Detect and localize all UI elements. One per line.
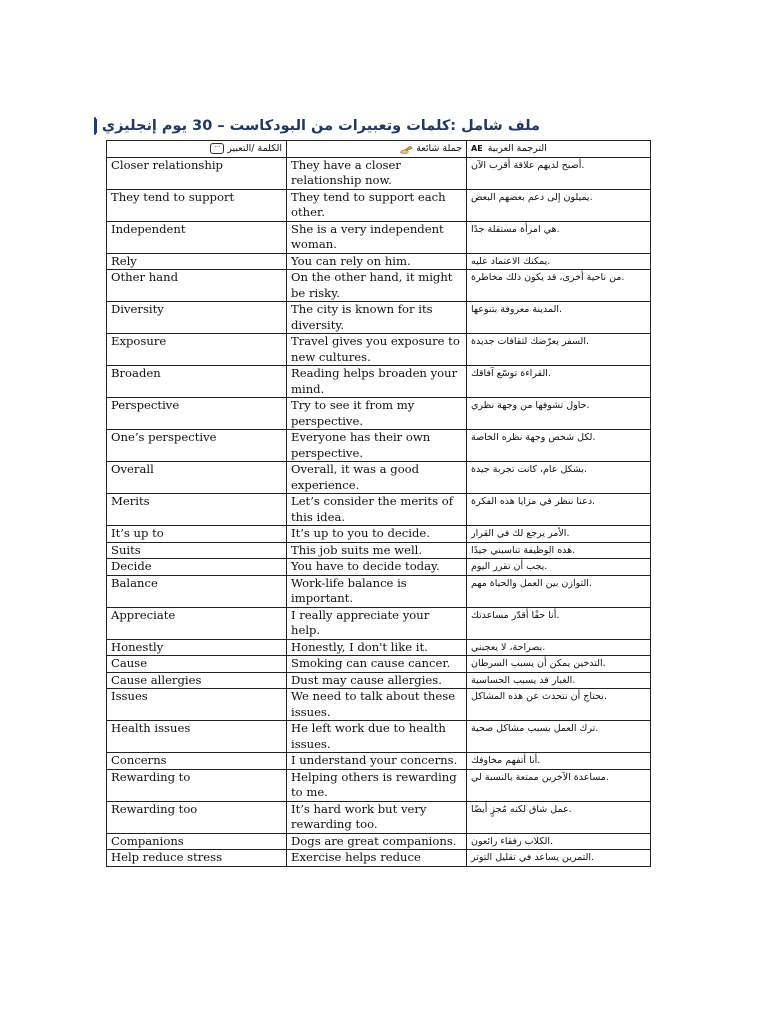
cell-word — [107, 302, 287, 334]
cell-arabic-text: .لكل شخص وجهة نظره الخاصة — [471, 432, 596, 443]
cell-word-text: Honestly — [111, 639, 164, 654]
cell-sentence — [287, 189, 467, 221]
table-row — [107, 753, 651, 770]
cell-word-text: They tend to support — [111, 189, 235, 204]
table-row — [107, 656, 651, 673]
page-title-text: ملف شامل :كلمات وتعبيرات من البودكاست – 30 يوم إنجليزي — [101, 118, 540, 134]
page-title — [101, 117, 540, 135]
table-header-row — [107, 141, 651, 158]
cell-sentence-text: Work-life balance is important. — [291, 575, 407, 605]
cell-word-text: Companions — [111, 833, 184, 848]
cell-word — [107, 526, 287, 543]
table-row — [107, 221, 651, 253]
cell-sentence-text: Dust may cause allergies. — [291, 672, 442, 687]
cell-word-text: Broaden — [111, 366, 161, 380]
table-row — [107, 366, 651, 398]
cell-word-text: Concerns — [111, 753, 167, 767]
cell-arabic-text: .ترك العمل بسبب مشاكل صحية — [471, 723, 599, 734]
cell-arabic-text: .نحتاج أن نتحدث عن هذه المشاكل — [471, 691, 607, 702]
cell-arabic-text: .القراءة توسّع آفاقك — [471, 368, 551, 379]
cell-word-text: Rely — [111, 253, 137, 268]
cell-arabic — [467, 833, 651, 850]
cell-word — [107, 689, 287, 721]
cell-sentence-text: It’s hard work but very rewarding too. — [291, 801, 427, 831]
cell-sentence-text: Dogs are great companions. — [291, 833, 457, 848]
cell-sentence — [287, 656, 467, 673]
cell-arabic — [467, 430, 651, 462]
cell-word-text: Independent — [111, 221, 186, 236]
cell-sentence-text: Let’s consider the merits of this idea. — [291, 494, 453, 524]
header-sentence-label: جملة شائعة — [416, 143, 462, 154]
cell-word-text: It’s up to — [111, 526, 164, 540]
cell-arabic — [467, 689, 651, 721]
cell-sentence-text: We need to talk about these issues. — [291, 689, 456, 719]
table-row — [107, 270, 651, 302]
cell-word-text: Merits — [111, 494, 150, 508]
table-row — [107, 189, 651, 221]
cell-arabic-text: .الكلاب رفقاء رائعون — [471, 835, 554, 847]
cell-word-text: Exposure — [111, 334, 167, 348]
cell-arabic — [467, 526, 651, 543]
cell-word-text: Closer relationship — [111, 157, 223, 172]
cell-word-text: One’s perspective — [111, 430, 217, 444]
cell-sentence-text: This job suits me well. — [291, 542, 423, 557]
cell-sentence — [287, 526, 467, 543]
cell-word — [107, 769, 287, 801]
cell-word — [107, 833, 287, 850]
cell-word — [107, 270, 287, 302]
table-row — [107, 253, 651, 270]
cell-arabic-text: .من ناحية أخرى، قد يكون ذلك مخاطرة — [471, 272, 625, 283]
cell-arabic — [467, 656, 651, 673]
cell-arabic-text: .يميلون إلى دعم بعضهم البعض — [471, 191, 593, 203]
cell-sentence — [287, 542, 467, 559]
table-row — [107, 559, 651, 576]
header-arabic — [467, 141, 651, 158]
table-row — [107, 462, 651, 494]
cell-arabic-text: .بشكل عام، كانت تجربة جيدة — [471, 464, 588, 475]
cell-word-text: Cause allergies — [111, 672, 202, 687]
cell-arabic-text: .الأمر يرجع لك في القرار — [471, 528, 570, 539]
cell-arabic-text: .أنا أتفهم مخاوفك — [471, 755, 541, 766]
cell-arabic — [467, 607, 651, 639]
cell-sentence-text: Overall, it was a good experience. — [291, 462, 420, 492]
cell-sentence-text: Try to see it from my perspective. — [291, 398, 415, 428]
table-row — [107, 302, 651, 334]
cell-arabic-text: .يجب أن تقرر اليوم — [471, 561, 548, 572]
cell-sentence — [287, 721, 467, 753]
cell-sentence — [287, 607, 467, 639]
cell-arabic — [467, 334, 651, 366]
cell-word — [107, 366, 287, 398]
table-row — [107, 334, 651, 366]
cell-arabic-text: .أصبح لديهم علاقة أقرب الآن — [471, 159, 585, 171]
cell-sentence-text: The city is known for its diversity. — [291, 302, 433, 332]
cell-word — [107, 221, 287, 253]
cell-word — [107, 559, 287, 576]
cell-sentence-text: You can rely on him. — [291, 253, 411, 268]
table-row — [107, 769, 651, 801]
cell-word — [107, 575, 287, 607]
cell-arabic-text: .دعنا ننظر في مزايا هذه الفكرة — [471, 496, 596, 507]
table-row — [107, 689, 651, 721]
cell-sentence — [287, 334, 467, 366]
cell-arabic-text: .حاول تشوفها من وجهة نظري — [471, 400, 590, 411]
cell-word-text: Cause — [111, 656, 148, 670]
table-row — [107, 157, 651, 189]
header-arabic-label: الترجمة العربية — [487, 143, 547, 154]
cell-arabic-text: .الغبار قد يسبب الحساسية — [471, 674, 576, 686]
cell-word — [107, 542, 287, 559]
cell-arabic-text: .هي امرأة مستقلة جدًا — [471, 223, 560, 235]
cell-word — [107, 494, 287, 526]
cell-sentence — [287, 398, 467, 430]
cell-arabic-text: .هذه الوظيفة تناسبني جيدًا — [471, 544, 576, 556]
table-row — [107, 850, 651, 867]
ae-badge: AE — [471, 144, 483, 153]
cell-arabic — [467, 753, 651, 770]
notebook-icon — [94, 117, 96, 135]
cell-sentence — [287, 833, 467, 850]
cell-sentence — [287, 270, 467, 302]
table-row — [107, 430, 651, 462]
header-word-label: الكلمة /التعبير — [227, 143, 282, 154]
cell-arabic-text: .عمل شاق لكنه مُجزٍ أيضًا — [471, 803, 572, 815]
cell-word — [107, 398, 287, 430]
header-word — [107, 141, 287, 158]
cell-arabic — [467, 639, 651, 656]
cell-arabic — [467, 769, 651, 801]
cell-word-text: Other hand — [111, 270, 178, 284]
cell-arabic — [467, 398, 651, 430]
cell-word — [107, 801, 287, 833]
table-row — [107, 398, 651, 430]
cell-word — [107, 656, 287, 673]
cell-sentence — [287, 494, 467, 526]
cell-arabic-text: .السفر يعرّضك لثقافات جديدة — [471, 336, 589, 347]
table-row — [107, 833, 651, 850]
cell-sentence — [287, 253, 467, 270]
cell-sentence — [287, 559, 467, 576]
cell-sentence — [287, 850, 467, 867]
table-row — [107, 575, 651, 607]
cell-word — [107, 753, 287, 770]
cell-arabic — [467, 221, 651, 253]
cell-word-text: Rewarding too — [111, 801, 198, 816]
cell-arabic — [467, 270, 651, 302]
cell-arabic — [467, 542, 651, 559]
table-row — [107, 526, 651, 543]
cell-sentence-text: Travel gives you exposure to new cultures. — [291, 334, 460, 364]
cell-word — [107, 462, 287, 494]
cell-arabic-text: .مساعدة الآخرين ممتعة بالنسبة لي — [471, 771, 609, 783]
cell-word — [107, 157, 287, 189]
table-row — [107, 672, 651, 689]
cell-word — [107, 189, 287, 221]
cell-sentence-text: Exercise helps reduce — [291, 850, 421, 864]
cell-word — [107, 672, 287, 689]
cell-word-text: Diversity — [111, 302, 164, 316]
cell-sentence — [287, 302, 467, 334]
cell-sentence — [287, 430, 467, 462]
table-row — [107, 721, 651, 753]
cell-arabic — [467, 672, 651, 689]
cell-word-text: Rewarding to — [111, 769, 191, 784]
header-sentence — [287, 141, 467, 158]
cell-word-text: Appreciate — [111, 607, 176, 622]
cell-arabic-text: .التمرين يساعد في تقليل التوتر — [471, 852, 595, 863]
cell-word-text: Health issues — [111, 721, 191, 735]
pencil-hand-icon — [400, 144, 413, 154]
cell-arabic — [467, 302, 651, 334]
table-row — [107, 494, 651, 526]
cell-word — [107, 334, 287, 366]
cell-arabic-text: .التوازن بين العمل والحياة مهم — [471, 577, 592, 589]
cell-word-text: Balance — [111, 575, 158, 590]
cell-arabic — [467, 721, 651, 753]
cell-word — [107, 639, 287, 656]
cell-word — [107, 430, 287, 462]
cell-arabic — [467, 157, 651, 189]
cell-word-text: Perspective — [111, 398, 180, 412]
cell-sentence — [287, 221, 467, 253]
cell-word — [107, 721, 287, 753]
cell-word-text: Decide — [111, 559, 152, 573]
cell-sentence-text: I understand your concerns. — [291, 753, 458, 767]
cell-sentence — [287, 753, 467, 770]
cell-word-text: Suits — [111, 542, 141, 557]
cell-arabic-text: .أنا حقًا أقدّر مساعدتك — [471, 609, 560, 621]
cell-sentence-text: Honestly, I don't like it. — [291, 639, 428, 654]
cell-arabic-text: .التدخين يمكن أن يسبب السرطان — [471, 658, 606, 669]
cell-sentence-text: It’s up to you to decide. — [291, 526, 430, 540]
cell-sentence — [287, 801, 467, 833]
cell-sentence — [287, 672, 467, 689]
cell-arabic-text: .بصراحة، لا يعجبني — [471, 641, 546, 653]
cell-arabic — [467, 462, 651, 494]
cell-word-text: Overall — [111, 462, 154, 476]
cell-sentence-text: They tend to support each other. — [291, 189, 446, 219]
cell-sentence-text: Smoking can cause cancer. — [291, 656, 451, 670]
vocab-table — [106, 140, 651, 867]
cell-sentence — [287, 689, 467, 721]
cell-arabic — [467, 366, 651, 398]
cell-word — [107, 253, 287, 270]
cell-arabic-text: .المدينة معروفة بتنوعها — [471, 304, 563, 315]
cell-sentence — [287, 769, 467, 801]
cell-arabic — [467, 559, 651, 576]
cell-arabic — [467, 575, 651, 607]
cell-sentence-text: She is a very independent woman. — [291, 221, 444, 251]
cell-sentence-text: I really appreciate your help. — [291, 607, 430, 637]
cell-arabic — [467, 494, 651, 526]
cell-word — [107, 607, 287, 639]
table-row — [107, 607, 651, 639]
cell-sentence-text: Helping others is rewarding to me. — [291, 769, 457, 799]
cell-arabic-text: .يمكنك الاعتماد عليه — [471, 255, 551, 267]
cell-sentence-text: You have to decide today. — [291, 559, 440, 573]
cell-sentence — [287, 639, 467, 656]
cell-word — [107, 850, 287, 867]
cell-sentence-text: On the other hand, it might be risky. — [291, 270, 453, 300]
cell-sentence — [287, 575, 467, 607]
table-row — [107, 801, 651, 833]
cell-sentence-text: He left work due to health issues. — [291, 721, 446, 751]
table-row — [107, 542, 651, 559]
cell-word-text: Issues — [111, 689, 148, 703]
table-row — [107, 639, 651, 656]
cell-sentence — [287, 462, 467, 494]
cell-arabic — [467, 189, 651, 221]
cell-sentence — [287, 157, 467, 189]
cell-arabic — [467, 801, 651, 833]
cell-word-text: Help reduce stress — [111, 850, 223, 864]
cell-sentence-text: Reading helps broaden your mind. — [291, 366, 458, 396]
cell-arabic — [467, 253, 651, 270]
cell-arabic — [467, 850, 651, 867]
cell-sentence — [287, 366, 467, 398]
speech-bubble-icon: ··· — [210, 143, 224, 154]
cell-sentence-text: Everyone has their own perspective. — [291, 430, 431, 460]
cell-sentence-text: They have a closer relationship now. — [291, 157, 401, 187]
